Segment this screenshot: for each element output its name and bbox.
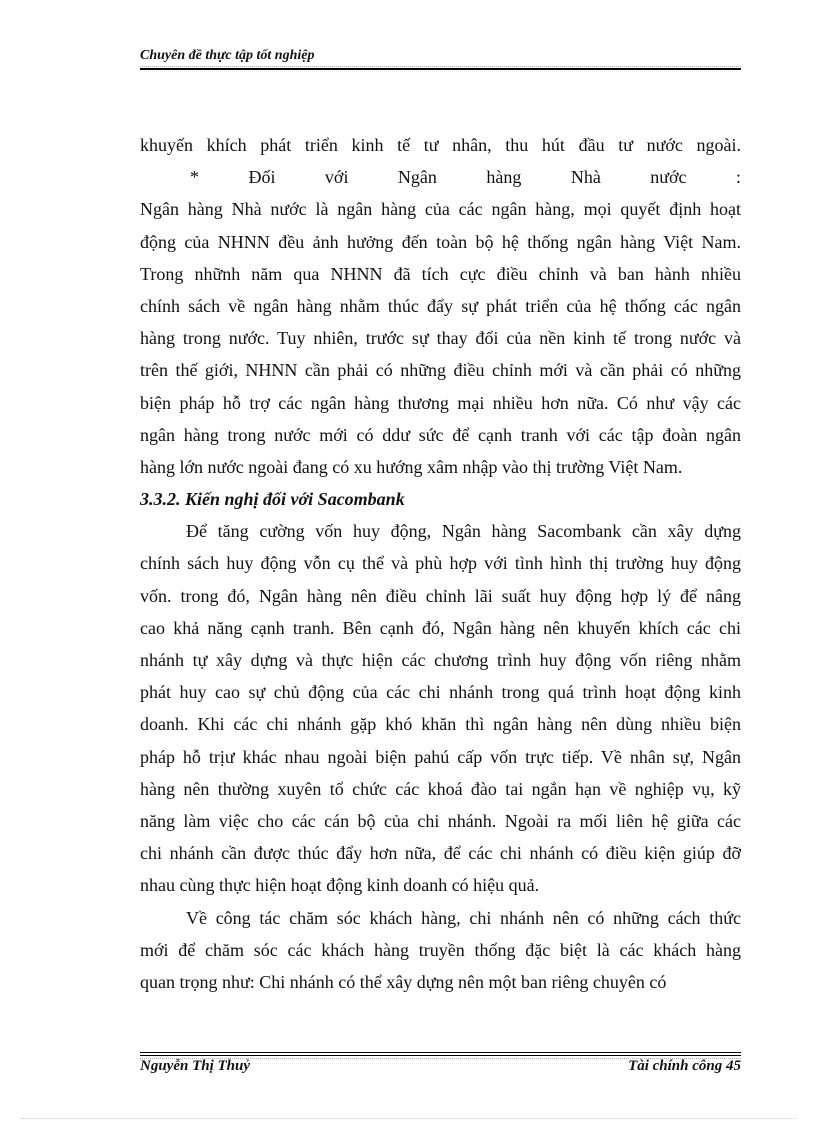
footer-author: Nguyễn Thị Thuỷ [140,1058,251,1074]
text-line: hàng trong nước. Tuy nhiên, trước sự thay đổi của nền kinh tế trong nước và [140,328,741,349]
header-divider [140,68,741,70]
text-line: phát huy cao sự chủ động của các chi nhánh trong quá trình hoạt động kinh [140,682,741,703]
document-body [140,129,741,998]
text-line: biện pháp hỗ trợ các ngân hàng thương mại nhiều hơn nữa. Có như vậy các [140,392,741,413]
text-line: năng làm việc cho các cán bộ của chi nhánh. Ngoài ra mối liên hệ giữa các [140,810,741,831]
text-line: chi nhánh cần được thúc đẩy hơn nữa, để các chi nhánh có điều kiện giúp đỡ [140,843,741,864]
text-line: Trong nhữnh năm qua NHNN đã tích cực điều chỉnh và ban hành nhiều [140,263,741,284]
text-line: Để tăng cường vốn huy động, Ngân hàng Sacombank cần xây dựng [186,521,741,542]
text-line: quan trọng như: Chi nhánh có thể xây dựng nên một ban riêng chuyên có [140,971,667,992]
text-line: cao khả năng cạnh tranh. Bên cạnh đó, Ngân hàng nên khuyến khích các chi [140,617,741,638]
text-line: * Đối với Ngân hàng Nhà nước : [190,167,741,188]
text-line: Về công tác chăm sóc khách hàng, chi nhánh nên có những cách thức [186,907,741,928]
text-line: nhau cùng thực hiện hoạt động kinh doanh có hiệu quả. [140,875,540,896]
text-line: trên thế giới, NHNN cần phải có những điều chỉnh mới và cần phải có những [140,360,741,381]
text-line: chính sách huy động vỗn cụ thể và phù hợp với tình hình thị trường huy động [140,553,741,574]
text-line: động của NHNN đều ảnh hưởng đến toàn bộ hệ thống ngân hàng Việt Nam. [140,231,741,252]
text-line: chính sách về ngân hàng nhằm thúc đẩy sự phát triển của hệ thống các ngân [140,295,741,316]
footer-page-info: Tài chính công 45 [628,1058,741,1074]
footer-divider [140,1052,741,1053]
text-line: khuyến khích phát triển kinh tế tư nhân, thu hút đầu tư nước ngoài. [140,135,741,155]
text-line: pháp hỗ trịư khác nhau ngoài biện pahú cấp vốn trực tiếp. Về nhân sự, Ngân [140,746,741,767]
text-line: doanh. Khi các chi nhánh gặp khó khăn thì ngân hàng nên dùng nhiều biện [140,714,741,735]
text-line: mới để chăm sóc các khách hàng truyền thống đặc biệt là các khách hàng [140,939,741,960]
text-line: nhánh tự xây dựng và thực hiện các chương trình huy động vốn riêng nhằm [140,650,741,670]
section-heading: 3.3.2. Kiến nghị đối với Sacombank [140,489,405,510]
running-header: Chuyên đề thực tập tốt nghiệp [140,48,315,63]
text-line: hàng nên thường xuyên tổ chức các khoá đào tai ngắn hạn về nghiệp vụ, kỹ [140,778,741,799]
text-line: vốn. trong đó, Ngân hàng nên điều chỉnh lãi suất huy động hợp lý để nâng [140,585,741,606]
header-divider-dotted [140,66,741,67]
text-line: ngân hàng trong nước mới có ddư sức để cạnh tranh với các tập đoàn ngân [140,424,741,445]
text-line: Ngân hàng Nhà nước là ngân hàng của các ngân hàng, mọi quyết định hoạt [140,199,741,220]
page-edge [20,1118,796,1119]
footer-divider [140,1055,741,1056]
text-line: hàng lớn nước ngoài đang có xu hướng xâm nhập vào thị trường Việt Nam. [140,456,683,477]
